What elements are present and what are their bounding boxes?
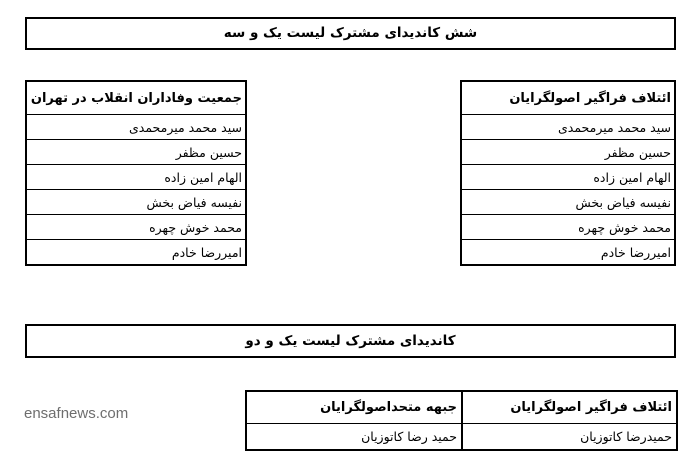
table-row: امیررضا خادم xyxy=(461,240,675,266)
table-vafadaran xyxy=(25,80,247,266)
table-row: حسین مظفر xyxy=(26,140,246,165)
bottom-header-faragir: ائتلاف فراگیر اصولگرایان xyxy=(462,391,677,424)
table-row: محمد خوش چهره xyxy=(461,215,675,240)
table-row: حسین مظفر xyxy=(461,140,675,165)
table-cell: حمیدرضا کاتوزیان xyxy=(462,424,677,451)
table-row: نفیسه فیاض بخش xyxy=(461,190,675,215)
bottom-header-motahed: جبهه متحداصولگرایان xyxy=(246,391,462,424)
table-row: نفیسه فیاض بخش xyxy=(26,190,246,215)
table-right-header: ائتلاف فراگیر اصولگرایان xyxy=(461,81,675,115)
top-title-banner: شش کاندیدای مشترک لیست یک و سه xyxy=(25,17,676,50)
site-watermark: ensafnews.com xyxy=(24,405,129,422)
table-row: محمد خوش چهره xyxy=(26,215,246,240)
table-row: الهام امین زاده xyxy=(461,165,675,190)
table-row: سید محمد میرمحمدی xyxy=(461,115,675,140)
bottom-title-banner: کاندیدای مشترک لیست یک و دو xyxy=(25,324,676,358)
table-faragir xyxy=(460,80,676,266)
table-shared-one-two xyxy=(245,390,678,451)
table-row: الهام امین زاده xyxy=(26,165,246,190)
table-left-header: جمعیت وفاداران انقلاب در تهران xyxy=(26,81,246,115)
table-cell: حمید رضا کاتوزیان xyxy=(246,424,462,451)
table-row: سید محمد میرمحمدی xyxy=(26,115,246,140)
table-row: امیررضا خادم xyxy=(26,240,246,266)
